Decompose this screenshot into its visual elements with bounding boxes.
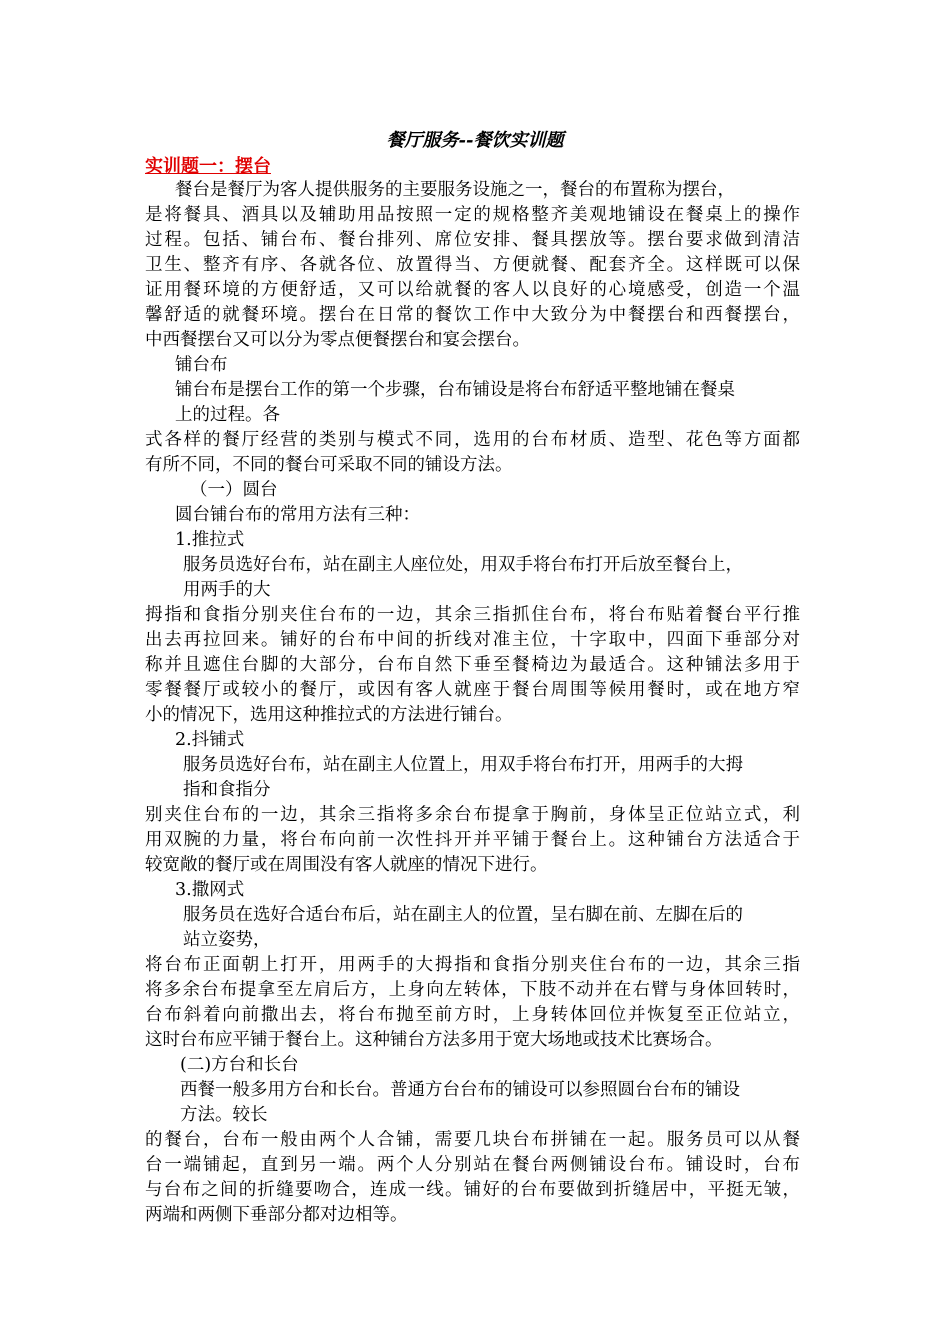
paragraph-line: 台布斜着向前撒出去，将台布抛至前方时，上身转体回位并恢复至正位站立， <box>145 1005 800 1025</box>
paragraph-line: 零餐餐厅或较小的餐厅，或因有客人就座于餐台周围等候用餐时，或在地方窄 <box>145 680 800 700</box>
paragraph-line: 方法。较长 <box>180 1105 268 1125</box>
section-heading: 实训题一：摆台 <box>145 156 271 177</box>
subheading: (二)方台和长台 <box>180 1055 299 1075</box>
paragraph-line: 用两手的大 <box>183 580 271 600</box>
paragraph-line: 卫生、整齐有序、各就各位、放置得当、方便就餐、配套齐全。这样既可以保 <box>145 255 800 275</box>
subheading: （一）圆台 <box>190 480 278 500</box>
paragraph-line: 服务员在选好合适台布后，站在副主人的位置，呈右脚在前、左脚在后的 <box>183 905 743 925</box>
paragraph-line: 的餐台，台布一般由两个人合铺，需要几块台布拼铺在一起。服务员可以从餐 <box>145 1130 800 1150</box>
paragraph-line: 出去再拉回来。铺好的台布中间的折线对准主位，十字取中，四面下垂部分对 <box>145 630 800 650</box>
paragraph-line: 是将餐具、酒具以及辅助用品按照一定的规格整齐美观地铺设在餐桌上的操作 <box>145 205 800 225</box>
subheading: 1.推拉式 <box>175 530 245 550</box>
paragraph-line: 较宽敞的餐厅或在周围没有客人就座的情况下进行。 <box>145 855 548 875</box>
paragraph-line: 圆台铺台布的常用方法有三种： <box>175 505 420 525</box>
subheading: 3.撒网式 <box>175 880 245 900</box>
paragraph-line: 站立姿势， <box>183 930 271 950</box>
paragraph-line: 用双腕的力量，将台布向前一次性抖开并平铺于餐台上。这种铺台方法适合于 <box>145 830 800 850</box>
paragraph-line: 与台布之间的折缝要吻合，连成一线。铺好的台布要做到折缝居中，平挺无皱， <box>145 1180 800 1200</box>
paragraph-line: 服务员选好台布，站在副主人位置上，用双手将台布打开，用两手的大拇 <box>183 755 743 775</box>
document-title: 餐厅服务--餐饮实训题 <box>386 130 564 151</box>
paragraph-line: 过程。包括、铺台布、餐台排列、席位安排、餐具摆放等。摆台要求做到清洁 <box>145 230 800 250</box>
subheading: 2.抖铺式 <box>175 730 245 750</box>
paragraph-line: 证用餐环境的方便舒适，又可以给就餐的客人以良好的心境感受，创造一个温 <box>145 280 800 300</box>
paragraph-line: 这时台布应平铺于餐台上。这种铺台方法多用于宽大场地或技术比赛场合。 <box>145 1030 723 1050</box>
paragraph-line: 称并且遮住台脚的大部分，台布自然下垂至餐椅边为最适合。这种铺法多用于 <box>145 655 800 675</box>
paragraph-line: 将多余台布提拿至左肩后方，上身向左转体，下肢不动并在右臂与身体回转时， <box>145 980 800 1000</box>
paragraph-line: 餐台是餐厅为客人提供服务的主要服务设施之一，餐台的布置称为摆台， <box>175 180 735 200</box>
paragraph-line: 有所不同，不同的餐台可采取不同的铺设方法。 <box>145 455 513 475</box>
paragraph-line: 小的情况下，选用这种推拉式的方法进行铺台。 <box>145 705 513 725</box>
paragraph-line: 西餐一般多用方台和长台。普通方台台布的铺设可以参照圆台台布的铺设 <box>180 1080 740 1100</box>
paragraph-line: 铺台布是摆台工作的第一个步骤，台布铺设是将台布舒适平整地铺在餐桌 <box>175 380 735 400</box>
paragraph-line: 拇指和食指分别夹住台布的一边，其余三指抓住台布，将台布贴着餐台平行推 <box>145 605 800 625</box>
paragraph-line: 中西餐摆台又可以分为零点便餐摆台和宴会摆台。 <box>145 330 530 350</box>
paragraph-line: 别夹住台布的一边，其余三指将多余台布提拿于胸前，身体呈正位站立式，利 <box>145 805 800 825</box>
paragraph-line: 上的过程。各 <box>175 405 280 425</box>
subheading: 铺台布 <box>175 355 228 375</box>
paragraph-line: 式各样的餐厅经营的类别与模式不同，选用的台布材质、造型、花色等方面都 <box>145 430 800 450</box>
paragraph-line: 服务员选好台布，站在副主人座位处，用双手将台布打开后放至餐台上， <box>183 555 743 575</box>
paragraph-line: 馨舒适的就餐环境。摆台在日常的餐饮工作中大致分为中餐摆台和西餐摆台， <box>145 305 800 325</box>
paragraph-line: 台一端铺起，直到另一端。两个人分别站在餐台两侧铺设台布。铺设时，台布 <box>145 1155 800 1175</box>
paragraph-line: 将台布正面朝上打开，用两手的大拇指和食指分别夹住台布的一边，其余三指 <box>145 955 800 975</box>
paragraph-line: 两端和两侧下垂部分都对边相等。 <box>145 1205 408 1225</box>
paragraph-line: 指和食指分 <box>183 780 271 800</box>
